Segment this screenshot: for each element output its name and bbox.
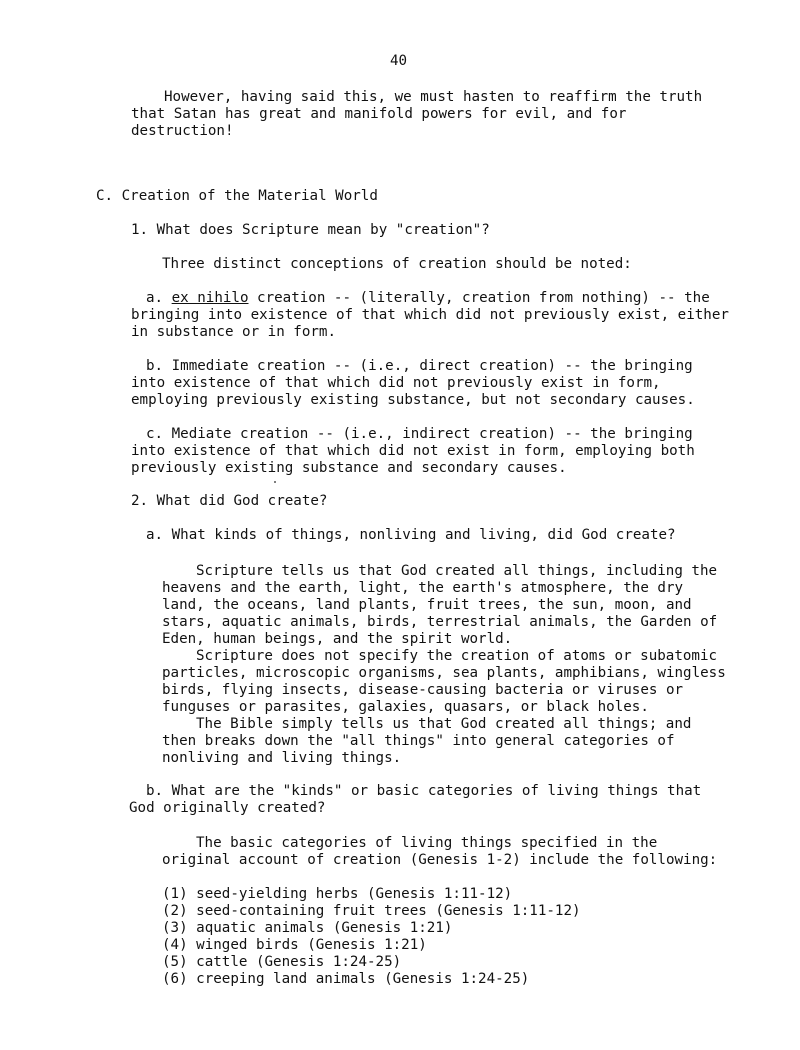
q1-item-c-line-2: into existence of that which did not exist in form, employing both bbox=[131, 443, 695, 459]
list-item: (4) winged birds (Genesis 1:21) bbox=[162, 937, 427, 953]
list-item: (6) creeping land animals (Genesis 1:24-25) bbox=[162, 971, 530, 987]
list-item: (3) aquatic animals (Genesis 1:21) bbox=[162, 920, 453, 936]
q2-a-heading: a. What kinds of things, nonliving and living, did God create? bbox=[146, 527, 676, 543]
q1-item-a-line-3: in substance or in form. bbox=[131, 324, 336, 340]
q2-a-para1-line-3: land, the oceans, land plants, fruit trees, the sun, moon, and bbox=[162, 597, 692, 613]
page-number: 40 bbox=[390, 53, 408, 69]
q2-a-para1-line-2: heavens and the earth, light, the earth's atmosphere, the dry bbox=[162, 580, 684, 596]
q2-a-para2-line-4: funguses or parasites, galaxies, quasars, or black holes. bbox=[162, 699, 649, 715]
q1-item-a-line-2: bringing into existence of that which did not previously exist, either bbox=[131, 307, 729, 323]
q2-heading: 2. What did God create? bbox=[131, 493, 328, 509]
q1-intro: Three distinct conceptions of creation should be noted: bbox=[162, 256, 632, 272]
q2-a-para3-line-1: The Bible simply tells us that God created all things; and bbox=[196, 716, 692, 732]
ex-nihilo-term: ex nihilo bbox=[171, 290, 249, 306]
list-item: (5) cattle (Genesis 1:24-25) bbox=[162, 954, 402, 970]
q2-b-heading-line-1: b. What are the "kinds" or basic categories of living things that bbox=[146, 783, 702, 799]
q2-a-para3-line-3: nonliving and living things. bbox=[162, 750, 402, 766]
q2-a-para2-line-2: particles, microscopic organisms, sea plants, amphibians, wingless bbox=[162, 665, 726, 681]
q1-heading: 1. What does Scripture mean by "creation"? bbox=[131, 222, 490, 238]
intro-line-3: destruction! bbox=[131, 123, 234, 139]
q1-item-a-prefix: a. bbox=[146, 290, 172, 306]
q1-item-a-first-line bbox=[146, 290, 710, 307]
q2-a-para1-line-4: stars, aquatic animals, birds, terrestrial animals, the Garden of bbox=[162, 614, 718, 630]
q2-a-para2-line-3: birds, flying insects, disease-causing bacteria or viruses or bbox=[162, 682, 684, 698]
q1-item-a-rest: creation -- (literally, creation from nothing) -- the bbox=[248, 290, 710, 306]
section-c-heading: C. Creation of the Material World bbox=[96, 188, 378, 204]
q2-b-intro-line-1: The basic categories of living things specified in the bbox=[196, 835, 658, 851]
q1-item-b-line-1: b. Immediate creation -- (i.e., direct creation) -- the bringing bbox=[146, 358, 693, 374]
q2-b-intro-line-2: original account of creation (Genesis 1-2) include the following: bbox=[162, 852, 718, 868]
q2-b-heading-line-2: God originally created? bbox=[129, 800, 326, 816]
scan-speck bbox=[274, 481, 276, 483]
list-item: (1) seed-yielding herbs (Genesis 1:11-12) bbox=[162, 886, 513, 902]
q1-item-b-line-3: employing previously existing substance, but not secondary causes. bbox=[131, 392, 695, 408]
intro-line-2: that Satan has great and manifold powers for evil, and for bbox=[131, 106, 627, 122]
q2-a-para2-line-1: Scripture does not specify the creation of atoms or subatomic bbox=[196, 648, 718, 664]
intro-line-1: However, having said this, we must hasten to reaffirm the truth bbox=[164, 89, 703, 105]
q1-item-b-line-2: into existence of that which did not previously exist in form, bbox=[131, 375, 661, 391]
q2-a-para1-line-5: Eden, human beings, and the spirit world. bbox=[162, 631, 513, 647]
q1-item-c-line-1: c. Mediate creation -- (i.e., indirect creation) -- the bringing bbox=[146, 426, 693, 442]
q2-a-para3-line-2: then breaks down the "all things" into general categories of bbox=[162, 733, 675, 749]
list-item: (2) seed-containing fruit trees (Genesis 1:11-12) bbox=[162, 903, 581, 919]
q1-item-c-line-3: previously existing substance and secondary causes. bbox=[131, 460, 567, 476]
q2-a-para1-line-1: Scripture tells us that God created all things, including the bbox=[196, 563, 718, 579]
